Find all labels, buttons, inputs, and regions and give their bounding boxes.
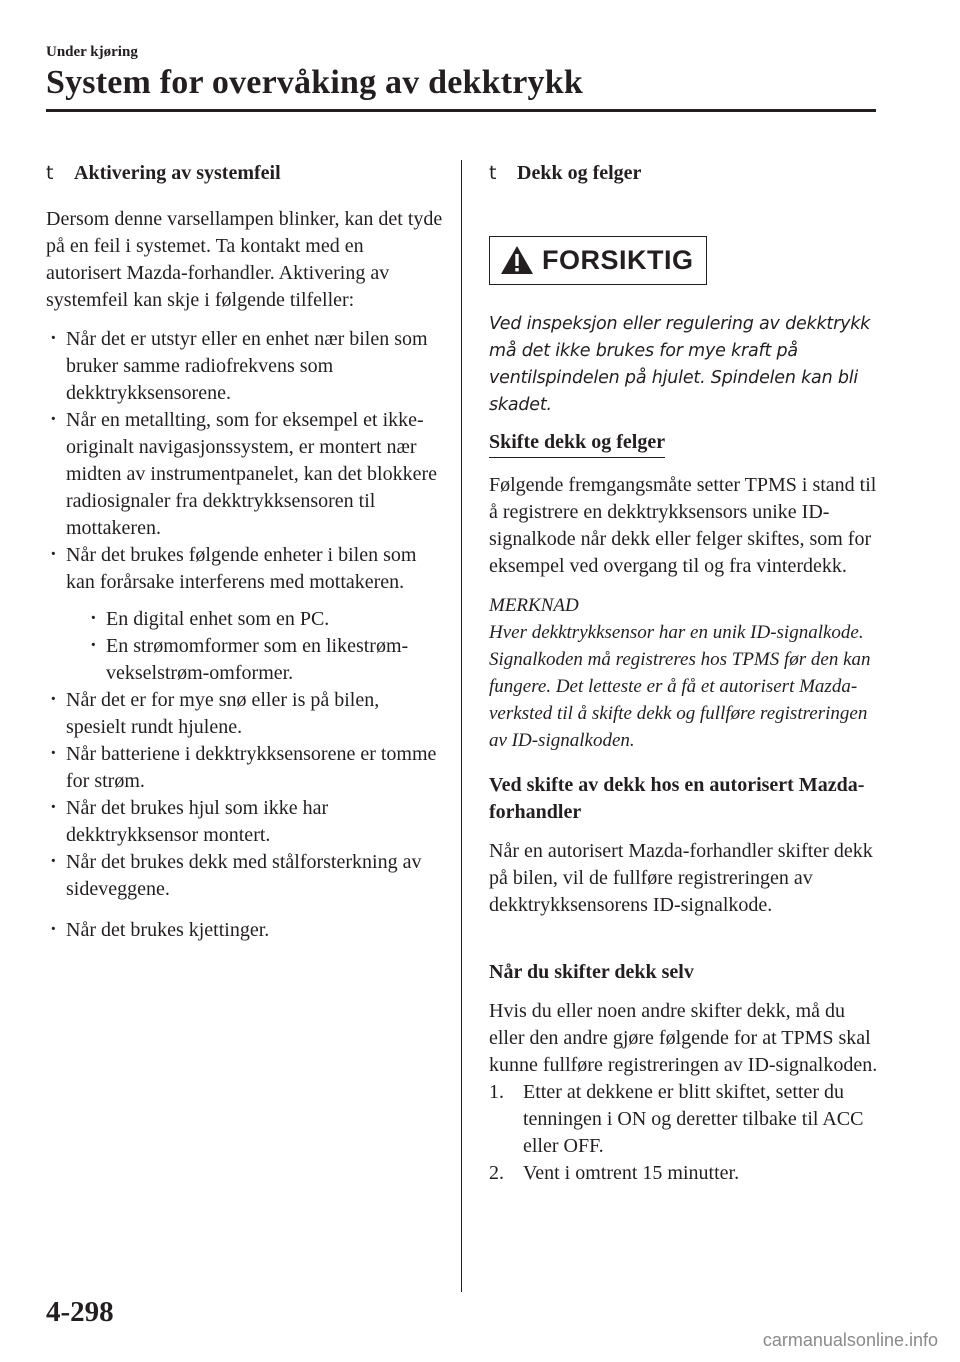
device-sub-list	[66, 606, 444, 687]
list-item: · Når en metallting, som for eksempel et ikke-originalt navigasjonssystem, er montert nær midten av instrumentpanelet, kan det blokkere radiosignaler fra dekktrykksensoren til mottakeren.	[46, 407, 444, 542]
page-number: 4-298	[46, 1296, 114, 1328]
self-change-heading: Når du skifter dekk selv	[489, 961, 694, 983]
change-tires-intro: Følgende fremgangsmåte setter TPMS i stand til å registrere en dekktrykksensors unike ID-signalkode når dekk eller felger skiftes, som for eksempel ved overgang til og fra vinterdekk.	[489, 474, 877, 577]
caution-label: FORSIKTIG	[542, 244, 694, 275]
system-fault-heading	[46, 160, 444, 187]
page-title: System for overvåking av dekktrykk	[46, 64, 583, 101]
tires-wheels-heading	[489, 160, 881, 187]
self-change-text: Hvis du eller noen andre skifter dekk, må du eller den andre gjøre følgende for at TPMS skal kunne fullføre registreringen av ID-signalkoden.	[489, 1000, 878, 1076]
column-divider	[461, 160, 462, 1292]
list-item: · En digital enhet som en PC.	[86, 606, 444, 633]
watermark: carmanualsonline.info	[762, 1330, 938, 1350]
list-item: · Når det brukes dekk med stålforsterkning av sideveggene.	[46, 849, 444, 903]
warning-triangle-icon	[500, 245, 534, 275]
step-list	[489, 1079, 881, 1187]
heading-marker-icon: t	[46, 162, 54, 184]
step-text: Vent i omtrent 15 minutter.	[523, 1162, 740, 1184]
step-number: 1.	[489, 1081, 504, 1103]
section-label: Under kjøring	[46, 44, 138, 60]
system-fault-heading-text: Aktivering av systemfeil	[74, 162, 281, 184]
tires-wheels-heading-text: Dekk og felger	[517, 162, 642, 184]
step-text: Etter at dekkene er blitt skiftet, setter du tenningen i ON og deretter tilbake til ACC eller OFF.	[523, 1081, 864, 1157]
list-item: · Når det brukes kjettinger.	[46, 917, 444, 944]
right-column	[489, 160, 881, 1187]
dealer-text: Når en autorisert Mazda-forhandler skifter dekk på bilen, vil de fullføre registreringen av dekktrykksensorens ID-signalkode.	[489, 840, 873, 916]
list-item-text: Når det brukes følgende enheter i bilen som kan forårsake interferens med mottakeren.	[66, 544, 417, 593]
list-item	[489, 1079, 881, 1160]
system-fault-intro: Dersom denne varsellampen blinker, kan det tyde på en feil i systemet. Ta kontakt med en autorisert Mazda-forhandler. Aktivering av systemfeil kan skje i følgende tilfeller:	[46, 208, 443, 311]
note-text: Hver dekktrykksensor har en unik ID-signalkode. Signalkoden må registreres hos TPMS før den kan fungere. Det letteste er å få et autorisert Mazda-verksted til å skifte dekk og fullføre registreringen av ID-signalkoden.	[489, 622, 871, 751]
dealer-heading: Ved skifte av dekk hos en autorisert Mazda-forhandler	[489, 774, 865, 823]
list-item: · Når batteriene i dekktrykksensorene er tomme for strøm.	[46, 741, 444, 795]
caution-text: Ved inspeksjon eller regulering av dekktrykk må det ikke brukes for mye kraft på ventilspindelen på hjulet. Spindelen kan bli skadet.	[489, 314, 871, 415]
caution-badge	[489, 236, 707, 285]
list-item: · En strømomformer som en likestrøm-vekselstrøm-omformer.	[86, 633, 444, 687]
list-item: · Når det er utstyr eller en enhet nær bilen som bruker samme radiofrekvens som dekktrykksensorene.	[46, 326, 444, 407]
change-tires-title: Skifte dekk og felger	[489, 429, 665, 458]
list-item	[46, 542, 444, 687]
fault-cause-list	[46, 326, 444, 944]
note-label: MERKNAD	[489, 595, 579, 616]
step-number: 2.	[489, 1162, 504, 1184]
header-rule	[46, 109, 876, 112]
list-item	[489, 1160, 881, 1187]
heading-marker-icon: t	[489, 162, 497, 184]
list-item: · Når det brukes hjul som ikke har dekktrykksensor montert.	[46, 795, 444, 849]
left-column	[46, 160, 444, 944]
list-item: · Når det er for mye snø eller is på bilen, spesielt rundt hjulene.	[46, 687, 444, 741]
